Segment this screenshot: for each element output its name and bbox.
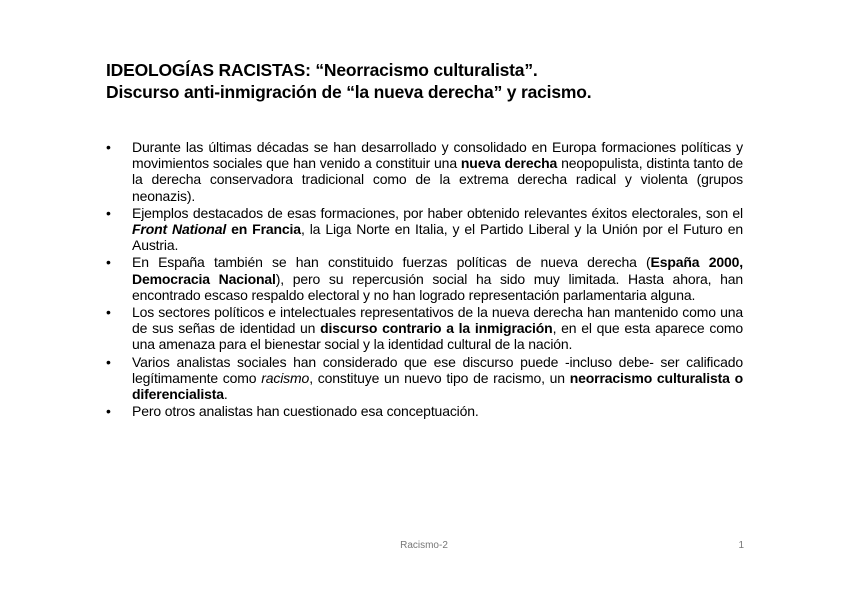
bullet-text: En España también se han constituido fuerzas políticas de nueva derecha ( (132, 254, 651, 271)
title-line-1: IDEOLOGÍAS RACISTAS: “Neorracismo culturalista”. (106, 60, 538, 80)
bullet-emphasis-italic (132, 221, 226, 237)
slide-title (106, 59, 746, 103)
bullet-icon: • (106, 204, 111, 221)
bullet-icon: • (106, 304, 111, 321)
bullet-text: . (223, 386, 228, 403)
bullet-italic: racismo (261, 369, 310, 386)
bullet-text: Los sectores políticos e intelectuales representativos de la nueva derecha han mantenido como una de sus señas de identidad un (132, 304, 743, 337)
bullet-icon: • (106, 403, 111, 420)
bullet-text: neopopulista, distinta tanto de la derecha conservadora tradicional como de la extrema derecha radical y violenta (grupos neonazis). (132, 155, 743, 204)
bullet-text: Durante las últimas décadas se han desarrollado y consolidado en Europa formaciones políticas y movimientos sociales que han venido a constituir una (132, 139, 743, 172)
title-line-2: Discurso anti-inmigración de “la nueva derecha” y racismo. (106, 82, 592, 102)
bullet-text: Varios analistas sociales han considerado que ese discurso puede -incluso debe- ser calificado legítimamente como (132, 353, 743, 386)
bullet-emphasis: nueva derecha (460, 155, 558, 172)
bullet-text: Pero otros analistas han cuestionado esa conceptuación. (132, 403, 479, 420)
page-number: 1 (738, 540, 744, 551)
bullet-text: , la Liga Norte en Italia, y el Partido Liberal y la Unión por el Futuro en Austria. (132, 221, 743, 254)
bullet-icon: • (106, 254, 111, 271)
bullet-item (106, 403, 743, 419)
bullet-item (106, 139, 743, 204)
bullet-emphasis: en Francia (226, 221, 301, 238)
bullet-icon: • (106, 139, 111, 155)
bullet-text: Ejemplos destacados de esas formaciones, por haber obtenido relevantes éxitos electorales, son el (132, 204, 743, 221)
bullet-item (106, 205, 743, 254)
bullet-item (106, 304, 743, 353)
bullet-italic-bold: Front National (132, 221, 227, 238)
bullet-item (106, 354, 743, 403)
bullet-text: , en el que esta aparece como una amenaza para el bienestar social y la identidad cultural de la nación. (132, 320, 743, 353)
bullet-emphasis: España 2000, Democracia Nacional (132, 254, 743, 287)
bullet-item (106, 254, 743, 303)
bullet-emphasis: neorracismo culturalista o diferencialista (132, 369, 743, 403)
bullet-list (106, 139, 743, 420)
bullet-emphasis: discurso contrario a la inmigración (320, 320, 553, 337)
bullet-text: , constituye un nuevo tipo de racismo, un (309, 369, 570, 386)
footer-label: Racismo-2 (400, 540, 448, 551)
bullet-icon: • (106, 353, 111, 370)
bullet-text: ), pero su repercusión social ha sido muy limitada. Hasta ahora, han encontrado escaso respaldo electoral y no han logrado representación parlamentaria alguna. (132, 270, 743, 303)
